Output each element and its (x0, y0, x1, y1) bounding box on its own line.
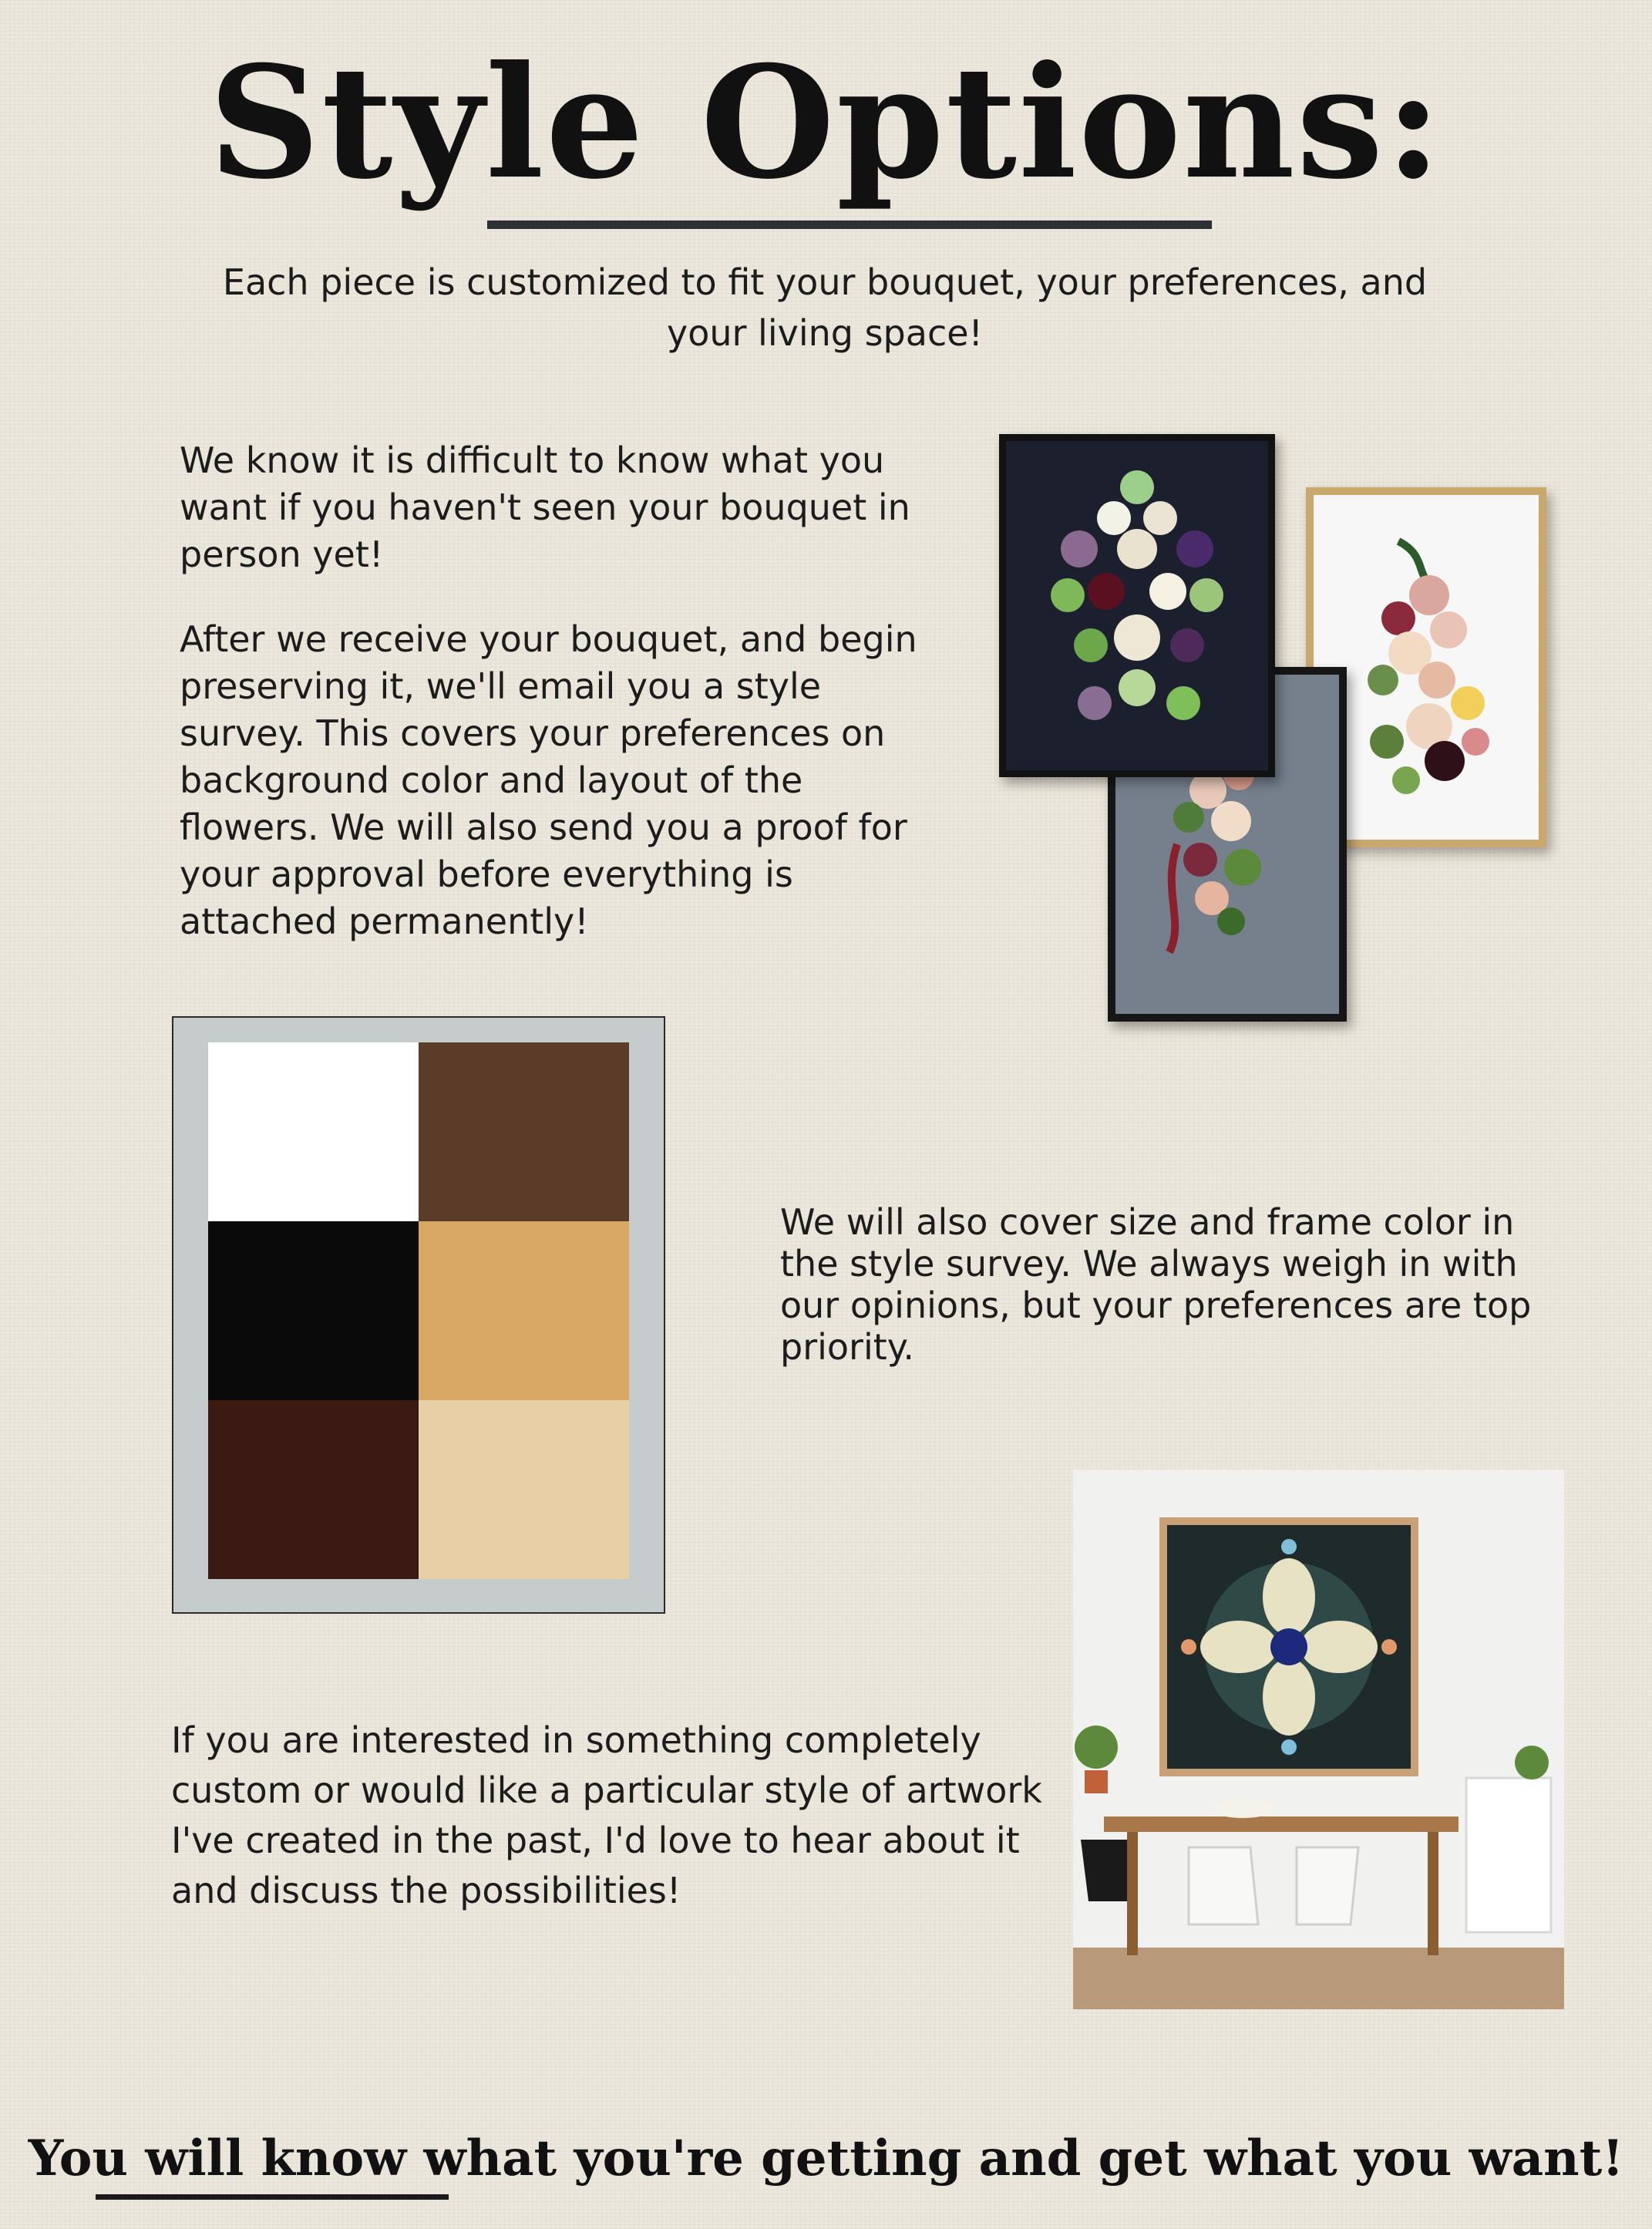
paragraph-custom-artwork: If you are interested in something completely custom or would like a particular style of artwork I've created in the past, I'd love to hear about it and discuss the possibilities! (171, 1719, 1042, 1911)
title-underline (487, 221, 1212, 229)
tagline-underline (96, 2194, 449, 2200)
room-photo-mandala-artwork (1073, 1470, 1564, 2009)
intro-text: Each piece is customized to fit your bouquet, your preferences, and your living space! (222, 261, 1428, 354)
swatch-black (208, 1221, 419, 1400)
flower-artwork-white-image (1314, 495, 1539, 840)
page-title: Style Options: (208, 32, 1444, 214)
room-scene-image (1073, 1470, 1564, 2009)
paragraph-size-frame-color: We will also cover size and frame color in the style survey. We always weigh in with our opinions, but your preferences are top priority. (780, 1201, 1532, 1368)
paragraph-style-survey: After we receive your bouquet, and begin preserving it, we'll email you a style survey. This covers your preferences on background color and layout of the flowers. We will also send you a proof for your approval before everything is attached permanently! (180, 618, 917, 942)
swatch-white (208, 1042, 419, 1221)
flower-artwork-navy-image (1006, 441, 1268, 770)
tagline: You will know what you're getting and get what you want! (28, 2130, 1624, 2187)
flower-artwork-navy-black-frame (999, 434, 1275, 777)
swatch-maple (419, 1400, 629, 1579)
swatch-oak (419, 1221, 629, 1400)
swatch-walnut (419, 1042, 629, 1221)
frame-color-swatch-board (172, 1016, 665, 1614)
paragraph-difficult-to-know: We know it is difficult to know what you want if you haven't seen your bouquet in person yet! (180, 439, 910, 575)
swatch-mahogany (208, 1400, 419, 1579)
